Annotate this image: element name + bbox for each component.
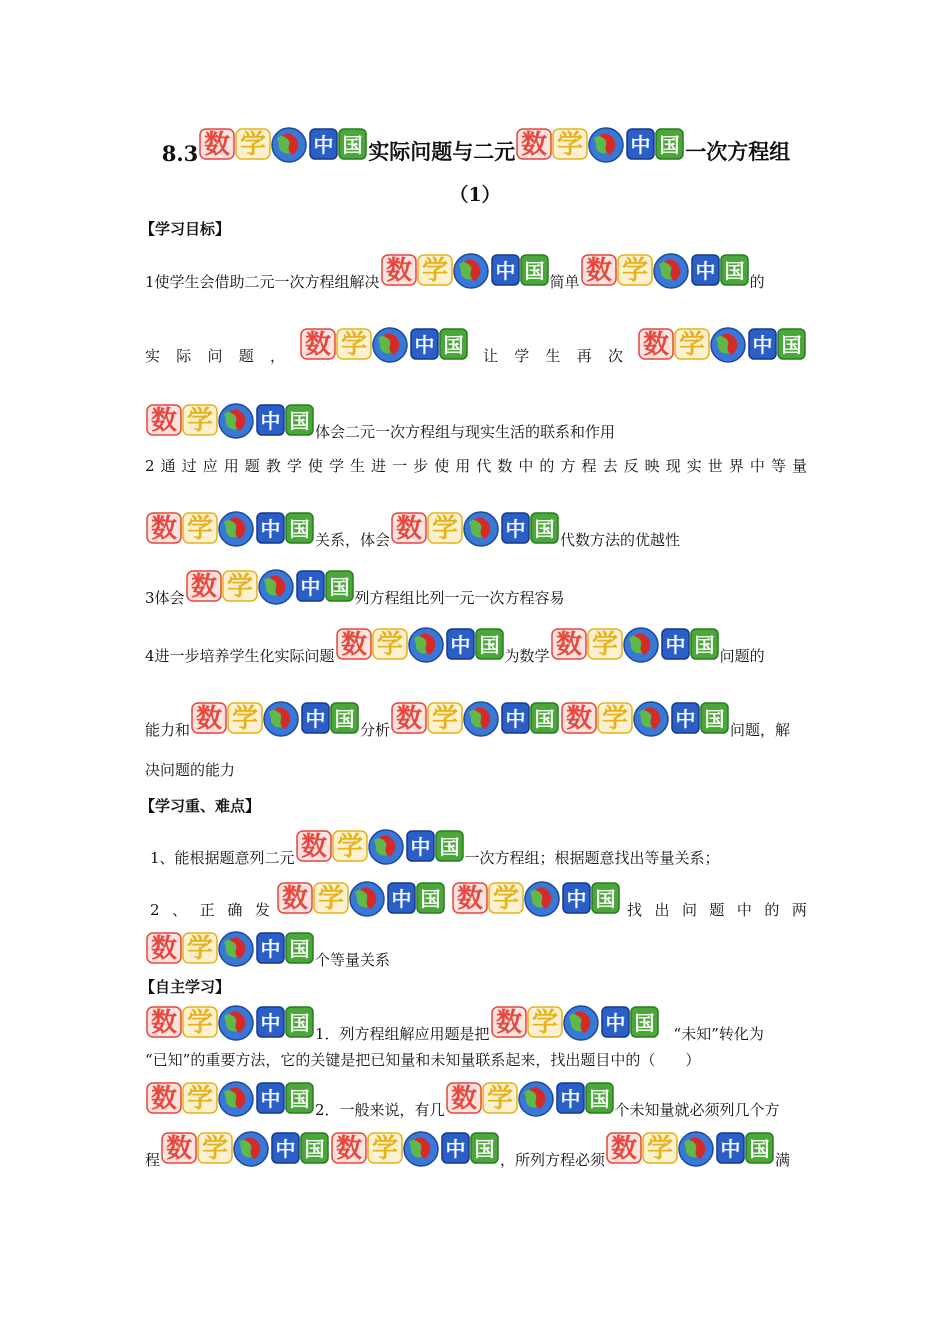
svg-text:数: 数 xyxy=(150,934,178,964)
section-heading-key-points: 【学习重、难点】 xyxy=(140,797,261,815)
svg-text:学: 学 xyxy=(372,1134,399,1164)
svg-text:学: 学 xyxy=(186,514,214,544)
svg-text:数: 数 xyxy=(555,630,582,660)
svg-text:数: 数 xyxy=(611,1134,638,1164)
self-line-2 xyxy=(145,1050,807,1070)
logo-watermark xyxy=(295,824,465,868)
goal-line-7 xyxy=(145,622,807,666)
svg-text:中: 中 xyxy=(260,1087,281,1111)
logo-graphic xyxy=(295,824,465,868)
text-segment: 1、能根据题意列二元 xyxy=(150,849,295,867)
text-segment: 能力和 xyxy=(145,721,191,739)
svg-text:学: 学 xyxy=(531,1008,558,1038)
svg-text:中: 中 xyxy=(752,333,773,357)
logo-graphic xyxy=(515,122,685,166)
svg-text:学: 学 xyxy=(186,1084,214,1114)
svg-text:中: 中 xyxy=(410,835,431,859)
svg-text:学: 学 xyxy=(591,630,618,660)
svg-text:国: 国 xyxy=(781,333,802,357)
svg-text:学: 学 xyxy=(317,884,344,914)
svg-text:国: 国 xyxy=(704,707,725,731)
text-char: 用 xyxy=(223,457,239,475)
svg-text:数: 数 xyxy=(495,1008,522,1038)
svg-text:中: 中 xyxy=(305,707,326,731)
svg-text:中: 中 xyxy=(720,1137,741,1161)
text-char: 发 xyxy=(254,901,270,919)
svg-text:学: 学 xyxy=(678,330,706,360)
text-char: 让 xyxy=(483,347,499,365)
title-part1: 实际问题与二元 xyxy=(368,139,516,164)
svg-text:国: 国 xyxy=(342,133,363,157)
text-char: 等 xyxy=(770,457,786,475)
text-segment: 决问题的能力 xyxy=(145,761,236,779)
svg-text:中: 中 xyxy=(445,1137,466,1161)
logo-graphic xyxy=(330,1126,500,1170)
svg-text:数: 数 xyxy=(150,1008,178,1038)
logo-watermark xyxy=(190,696,360,740)
svg-text:学: 学 xyxy=(621,256,648,286)
text-char: 世 xyxy=(707,457,723,475)
svg-text:国: 国 xyxy=(329,575,350,599)
text-char: 中 xyxy=(518,457,534,475)
text-segment: ，所列方程必须 xyxy=(500,1151,606,1169)
text-char: 应 xyxy=(202,457,218,475)
logo-watermark xyxy=(276,876,446,920)
svg-text:中: 中 xyxy=(505,707,526,731)
text-segment: 的 xyxy=(749,273,765,291)
text-char: 映 xyxy=(644,457,660,475)
svg-text:学: 学 xyxy=(602,704,629,734)
text-segment: 个未知量就必须列几个方 xyxy=(614,1101,780,1119)
logo-graphic xyxy=(637,322,807,366)
svg-text:国: 国 xyxy=(595,887,616,911)
logo-watermark xyxy=(445,1076,615,1120)
svg-text:数: 数 xyxy=(340,630,367,660)
key-line-1 xyxy=(150,824,807,868)
svg-text:学: 学 xyxy=(421,256,448,286)
goal-line-9 xyxy=(145,760,807,780)
text-char: 两 xyxy=(791,901,807,919)
text-char: 生 xyxy=(545,347,561,365)
svg-text:国: 国 xyxy=(534,517,555,541)
logo-watermark xyxy=(605,1126,775,1170)
svg-text:中: 中 xyxy=(560,1087,581,1111)
text-char: 使 xyxy=(434,457,450,475)
svg-text:国: 国 xyxy=(749,1137,770,1161)
svg-text:学: 学 xyxy=(432,514,459,544)
svg-text:中: 中 xyxy=(260,517,281,541)
svg-text:中: 中 xyxy=(260,1011,281,1035)
text-segment: 体会二元一次方程组与现实生活的联系和作用 xyxy=(315,423,616,441)
key-line-2 xyxy=(150,876,807,920)
text-segment xyxy=(627,900,807,920)
logo-watermark xyxy=(198,122,368,166)
logo-graphic xyxy=(160,1126,330,1170)
page-subtitle: （1） xyxy=(449,184,501,206)
logo-graphic xyxy=(335,622,505,666)
text-char: 方 xyxy=(560,457,576,475)
title-prefix: 8.3 xyxy=(161,141,199,166)
svg-text:中: 中 xyxy=(566,887,587,911)
text-char: 、 xyxy=(172,901,188,919)
svg-text:中: 中 xyxy=(605,1011,626,1035)
text-segment: 个等量关系 xyxy=(315,951,391,969)
svg-text:学: 学 xyxy=(232,704,259,734)
svg-text:国: 国 xyxy=(443,333,464,357)
logo-watermark xyxy=(515,122,685,166)
logo-watermark xyxy=(380,248,550,292)
svg-text:中: 中 xyxy=(495,259,516,283)
logo-graphic xyxy=(550,622,720,666)
logo-watermark xyxy=(390,506,560,550)
goal-line-6 xyxy=(145,564,807,608)
svg-text:中: 中 xyxy=(313,133,334,157)
logo-graphic xyxy=(145,926,315,970)
text-segment: 程 xyxy=(145,1151,161,1169)
svg-text:中: 中 xyxy=(450,633,471,657)
logo-watermark xyxy=(330,1126,500,1170)
text-char: 现 xyxy=(665,457,681,475)
logo-graphic xyxy=(145,1076,315,1120)
svg-text:学: 学 xyxy=(493,884,520,914)
goal-line-1 xyxy=(145,248,807,292)
logo-graphic xyxy=(490,1000,660,1044)
svg-text:中: 中 xyxy=(414,333,435,357)
logo-watermark xyxy=(550,622,720,666)
text-segment: 为数学 xyxy=(504,647,550,665)
svg-text:国: 国 xyxy=(334,707,355,731)
text-segment: 1．列方程组解应用题是把 xyxy=(315,1025,490,1043)
text-char: 界 xyxy=(728,457,744,475)
svg-text:数: 数 xyxy=(521,130,548,160)
text-char: 问 xyxy=(681,901,697,919)
svg-text:中: 中 xyxy=(275,1137,296,1161)
svg-text:学: 学 xyxy=(202,1134,229,1164)
svg-text:国: 国 xyxy=(474,1137,495,1161)
text-segment: 关系，体会 xyxy=(315,531,391,549)
svg-text:国: 国 xyxy=(659,133,680,157)
logo-watermark xyxy=(637,322,807,366)
svg-text:中: 中 xyxy=(505,517,526,541)
svg-text:学: 学 xyxy=(226,572,253,602)
svg-text:国: 国 xyxy=(289,1087,310,1111)
text-char: 过 xyxy=(181,457,197,475)
page-title xyxy=(145,122,807,166)
logo-watermark xyxy=(335,622,505,666)
text-char: ， xyxy=(269,347,285,365)
self-line-3 xyxy=(145,1076,807,1120)
svg-text:数: 数 xyxy=(196,704,223,734)
svg-text:学: 学 xyxy=(557,130,584,160)
text-char: 一 xyxy=(392,457,408,475)
self-line-1 xyxy=(145,1000,807,1044)
text-char: 数 xyxy=(497,457,513,475)
text-char: 题 xyxy=(238,347,254,365)
svg-text:数: 数 xyxy=(204,130,231,160)
self-line-4 xyxy=(145,1126,807,1170)
key-line-3 xyxy=(145,926,807,970)
text-char: 步 xyxy=(413,457,429,475)
svg-text:国: 国 xyxy=(479,633,500,657)
text-char: 代 xyxy=(476,457,492,475)
svg-text:数: 数 xyxy=(150,514,178,544)
logo-watermark xyxy=(560,696,730,740)
logo-graphic xyxy=(145,506,315,550)
svg-text:国: 国 xyxy=(589,1087,610,1111)
text-char: 程 xyxy=(581,457,597,475)
logo-graphic xyxy=(190,696,360,740)
svg-text:学: 学 xyxy=(186,1008,214,1038)
text-char: 的 xyxy=(539,457,555,475)
svg-text:学: 学 xyxy=(486,1084,513,1114)
text-char: 通 xyxy=(160,457,176,475)
logo-graphic xyxy=(145,1000,315,1044)
text-char: 再 xyxy=(576,347,592,365)
svg-text:数: 数 xyxy=(190,572,217,602)
svg-text:数: 数 xyxy=(150,1084,178,1114)
svg-text:国: 国 xyxy=(524,259,545,283)
text-segment: 分析 xyxy=(360,721,391,739)
logo-watermark xyxy=(145,926,315,970)
text-segment: 代数方法的优越性 xyxy=(560,531,681,549)
logo-watermark xyxy=(145,1000,315,1044)
text-char: 题 xyxy=(709,901,725,919)
section-heading-self-study: 【自主学习】 xyxy=(140,978,231,996)
logo-watermark xyxy=(451,876,621,920)
svg-text:国: 国 xyxy=(289,409,310,433)
svg-text:中: 中 xyxy=(300,575,321,599)
svg-text:国: 国 xyxy=(420,887,441,911)
svg-text:学: 学 xyxy=(186,934,214,964)
logo-watermark xyxy=(185,564,355,608)
svg-text:学: 学 xyxy=(376,630,403,660)
svg-text:学: 学 xyxy=(340,330,368,360)
logo-graphic xyxy=(451,876,621,920)
text-char: 教 xyxy=(265,457,281,475)
svg-text:数: 数 xyxy=(396,514,423,544)
text-char: 量 xyxy=(791,457,807,475)
svg-text:国: 国 xyxy=(289,937,310,961)
logo-watermark xyxy=(390,696,560,740)
text-char: 问 xyxy=(207,347,223,365)
svg-text:数: 数 xyxy=(281,884,308,914)
svg-text:中: 中 xyxy=(665,633,686,657)
svg-text:学: 学 xyxy=(432,704,459,734)
svg-text:国: 国 xyxy=(724,259,745,283)
text-segment: 简单 xyxy=(549,273,580,291)
text-char: 学 xyxy=(328,457,344,475)
text-segment: 2．一般来说，有几 xyxy=(315,1101,445,1119)
svg-text:中: 中 xyxy=(260,937,281,961)
text-segment: 1使学生会借助二元一次方程组解决 xyxy=(145,273,380,291)
svg-text:中: 中 xyxy=(630,133,651,157)
text-char: 找 xyxy=(626,901,642,919)
svg-text:数: 数 xyxy=(336,1134,363,1164)
svg-text:学: 学 xyxy=(336,832,363,862)
logo-graphic xyxy=(145,398,315,442)
logo-watermark xyxy=(145,398,315,442)
logo-graphic xyxy=(185,564,355,608)
text-char: 正 xyxy=(199,901,215,919)
logo-watermark xyxy=(145,506,315,550)
logo-graphic xyxy=(580,248,750,292)
text-segment: “已知”的重要方法，它的关键是把已知量和未知量联系起来，找出题目中的（ ） xyxy=(145,1051,701,1069)
logo-graphic xyxy=(198,122,368,166)
logo-watermark xyxy=(160,1126,330,1170)
section-heading-goals: 【学习目标】 xyxy=(140,220,231,238)
logo-watermark xyxy=(580,248,750,292)
text-char: 的 xyxy=(764,901,780,919)
text-char: 2 xyxy=(150,901,160,919)
svg-text:数: 数 xyxy=(450,1084,477,1114)
svg-text:国: 国 xyxy=(534,707,555,731)
text-char: 实 xyxy=(145,347,161,365)
svg-text:数: 数 xyxy=(396,704,423,734)
goal-line-3 xyxy=(145,398,807,442)
svg-text:数: 数 xyxy=(585,256,612,286)
svg-text:中: 中 xyxy=(260,409,281,433)
svg-text:国: 国 xyxy=(439,835,460,859)
text-segment: 问题，解 xyxy=(730,721,791,739)
logo-graphic xyxy=(380,248,550,292)
text-char: 次 xyxy=(607,347,623,365)
goal-line-5 xyxy=(145,506,807,550)
text-segment: 列方程组比列一元一次方程容易 xyxy=(354,589,565,607)
svg-text:学: 学 xyxy=(240,130,267,160)
text-char: 题 xyxy=(244,457,260,475)
logo-watermark xyxy=(299,322,469,366)
text-char: 生 xyxy=(350,457,366,475)
svg-text:数: 数 xyxy=(166,1134,193,1164)
text-segment xyxy=(150,900,270,920)
svg-text:中: 中 xyxy=(695,259,716,283)
logo-watermark xyxy=(145,1076,315,1120)
svg-text:中: 中 xyxy=(675,707,696,731)
svg-text:国: 国 xyxy=(634,1011,655,1035)
text-char: 去 xyxy=(602,457,618,475)
svg-text:数: 数 xyxy=(300,832,327,862)
svg-text:数: 数 xyxy=(150,406,178,436)
text-char: 进 xyxy=(371,457,387,475)
goal-line-2 xyxy=(145,322,807,366)
text-char: 中 xyxy=(736,901,752,919)
logo-graphic xyxy=(605,1126,775,1170)
goal-line-8 xyxy=(145,696,807,740)
svg-text:数: 数 xyxy=(566,704,593,734)
logo-graphic xyxy=(390,506,560,550)
logo-graphic xyxy=(276,876,446,920)
svg-text:数: 数 xyxy=(304,330,332,360)
svg-text:数: 数 xyxy=(457,884,484,914)
logo-graphic xyxy=(445,1076,615,1120)
text-char: 出 xyxy=(654,901,670,919)
text-segment: 4进一步培养学生化实际问题 xyxy=(145,647,335,665)
svg-text:数: 数 xyxy=(385,256,412,286)
svg-text:学: 学 xyxy=(647,1134,674,1164)
logo-graphic xyxy=(560,696,730,740)
svg-text:国: 国 xyxy=(694,633,715,657)
text-char: 确 xyxy=(227,901,243,919)
text-segment xyxy=(483,346,623,366)
text-char: 实 xyxy=(686,457,702,475)
text-char: 2 xyxy=(145,457,155,475)
text-segment: 问题的 xyxy=(719,647,765,665)
svg-text:国: 国 xyxy=(289,1011,310,1035)
svg-text:学: 学 xyxy=(186,406,214,436)
text-char: 学 xyxy=(514,347,530,365)
svg-text:数: 数 xyxy=(642,330,670,360)
svg-text:国: 国 xyxy=(304,1137,325,1161)
text-segment: 满 xyxy=(775,1151,791,1169)
logo-graphic xyxy=(299,322,469,366)
svg-text:国: 国 xyxy=(289,517,310,541)
text-char: 用 xyxy=(455,457,471,475)
text-segment xyxy=(145,346,285,366)
text-char: 际 xyxy=(176,347,192,365)
svg-text:中: 中 xyxy=(391,887,412,911)
logo-graphic xyxy=(390,696,560,740)
goal-line-4 xyxy=(145,456,807,476)
title-part2: 一次方程组 xyxy=(685,139,791,164)
text-segment: 一次方程组；根据题意找出等量关系； xyxy=(464,849,720,867)
text-char: 反 xyxy=(623,457,639,475)
text-char: 使 xyxy=(307,457,323,475)
text-segment: 3体会 xyxy=(145,589,185,607)
text-char: 学 xyxy=(286,457,302,475)
logo-watermark xyxy=(490,1000,660,1044)
text-segment: “未知”转化为 xyxy=(673,1025,764,1043)
text-char: 中 xyxy=(749,457,765,475)
